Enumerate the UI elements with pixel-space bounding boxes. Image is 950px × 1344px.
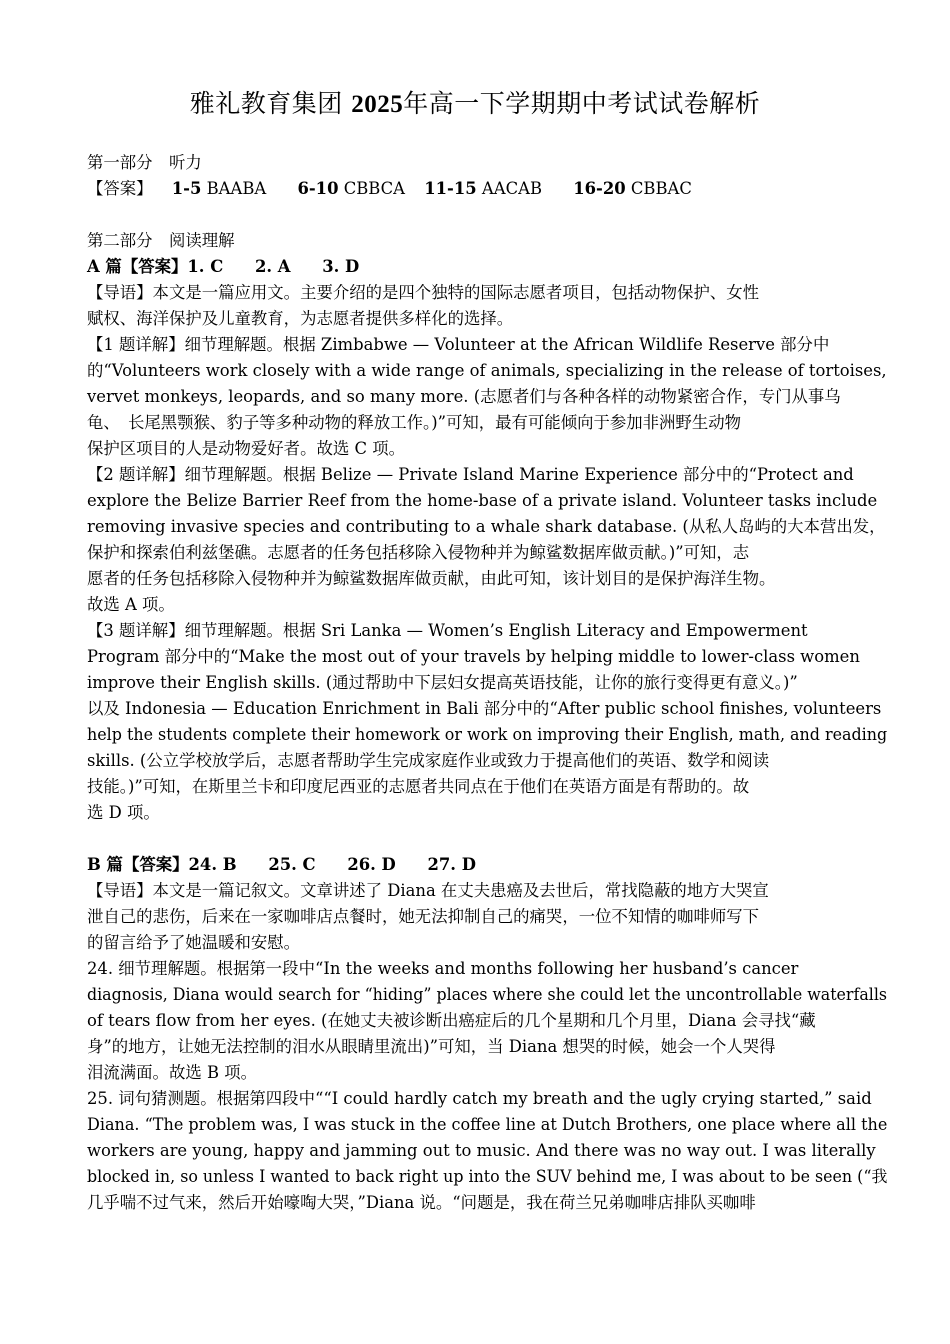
text-line: help the students complete their homework or work on improving their English, math, and reading [87, 725, 888, 744]
answer-label: 【答案】 [87, 179, 153, 198]
text-line: vervet monkeys, leopards, and so many more. (志愿者们与各种各样的动物紧密合作，专门从事乌 [87, 387, 841, 406]
title-suffix: 年高一下学期期中考试试卷解析 [403, 89, 761, 118]
text-line: diagnosis, Diana would search for “hiding” places where she could let the uncontrollable waterfalls [87, 985, 888, 1004]
text-line: Program 部分中的“Make the most out of your travels by helping middle to lower-class women [87, 647, 860, 666]
text-line: explore the Belize Barrier Reef from the home-base of a private island. Volunteer tasks include [87, 491, 878, 510]
answer-range: 16-20 [573, 179, 626, 198]
text-line: 泄自己的悲伤，后来在一家咖啡店点餐时，她无法抑制自己的痛哭，一位不知情的咖啡师写下 [87, 907, 760, 926]
text-line: 的“Volunteers work closely with a wide range of animals, specializing in the release of tortoises, [87, 361, 887, 380]
answer-values: AACAB [481, 179, 542, 198]
text-line: 24. 细节理解题。根据第一段中“In the weeks and months following her husband’s cancer [87, 959, 799, 978]
passage-a-answer-1: A 篇【答案】1. C [87, 257, 224, 276]
text-line: 【3 题详解】细节理解题。根据 Sri Lanka — Women’s English Literacy and Empowerment [87, 621, 808, 640]
text-line: 以及 Indonesia — Education Enrichment in Bali 部分中的“After public school finishes, volunteers [87, 699, 882, 718]
text-line: skills. (公立学校放学后，志愿者帮助学生完成家庭作业或致力于提高他们的英语、数学和阅读 [87, 751, 770, 770]
passage-b-answer-25: 25. C [268, 855, 316, 874]
passage-b-answer-line [87, 852, 887, 878]
document-body [87, 150, 887, 1216]
text-line: 龟、 长尾黑颚猴、豹子等多种动物的释放工作。)”可知，最有可能倾向于参加非洲野生动物 [87, 413, 741, 432]
passage-a-answer-line [87, 254, 887, 280]
answer-values: CBBCA [343, 179, 406, 198]
title-year: 2025 [351, 91, 404, 118]
section-heading-reading: 第二部分 阅读理解 [87, 231, 235, 250]
text-line: 选 D 项。 [87, 803, 160, 822]
text-line: removing invasive species and contributing to a whale shark database. (从私人岛屿的大本营出发， [87, 517, 886, 536]
passage-a-answer-3: 3. D [322, 257, 360, 276]
page-title [0, 84, 950, 120]
text-line: of tears flow from her eyes. (在她丈夫被诊断出癌症后的几个星期和几个月里，Diana 会寻找“藏 [87, 1011, 816, 1030]
text-line: 保护区项目的人是动物爱好者。故选 C 项。 [87, 439, 405, 458]
text-line: 【2 题详解】细节理解题。根据 Belize — Private Island Marine Experience 部分中的“Protect and [87, 465, 854, 484]
answer-range: 1-5 [171, 179, 202, 198]
text-line: 【1 题详解】细节理解题。根据 Zimbabwe — Volunteer at the African Wildlife Reserve 部分中 [87, 335, 830, 354]
text-line: 几乎喘不过气来，然后开始嚎啕大哭，”Diana 说。“问题是，我在荷兰兄弟咖啡店排队买咖啡 [87, 1193, 756, 1212]
text-line: 身”的地方，让她无法控制的泪水从眼睛里流出)”可知，当 Diana 想哭的时候，她会一个人哭得 [87, 1037, 776, 1056]
answer-range: 6-10 [297, 179, 339, 198]
answer-values: CBBAC [630, 179, 692, 198]
title-prefix: 雅礼教育集团 [189, 89, 343, 118]
passage-b-answer-27: 27. D [427, 855, 476, 874]
passage-b-answer-26: 26. D [347, 855, 396, 874]
passage-b-answer-24: B 篇【答案】24. B [87, 855, 237, 874]
text-line: 【导语】本文是一篇记叙文。文章讲述了 Diana 在丈夫患癌及去世后，常找隐蔽的地方大哭宣 [87, 881, 769, 900]
text-line: blocked in, so unless I wanted to back right up into the SUV behind me, I was about to be seen (“我 [87, 1167, 888, 1186]
text-line: 赋权、海洋保护及儿童教育，为志愿者提供多样化的选择。 [87, 309, 514, 328]
text-line: 25. 词句猜测题。根据第四段中““I could hardly catch my breath and the ugly crying started,” said [87, 1089, 872, 1108]
text-line: 技能。)”可知，在斯里兰卡和印度尼西亚的志愿者共同点在于他们在英语方面是有帮助的。故 [87, 777, 750, 796]
passage-a-answer-2: 2. A [254, 257, 291, 276]
answer-range: 11-15 [424, 179, 477, 198]
text-line: 的留言给予了她温暖和安慰。 [87, 933, 301, 952]
text-line: 愿者的任务包括移除入侵物种并为鲸鲨数据库做贡献，由此可知，该计划目的是保护海洋生物。 [87, 569, 776, 588]
listening-answer-line [87, 176, 887, 202]
text-line: 故选 A 项。 [87, 595, 175, 614]
text-line: 泪流满面。故选 B 项。 [87, 1063, 257, 1082]
section-heading-listening: 第一部分 听力 [87, 153, 202, 172]
text-line: Diana. “The problem was, I was stuck in the coffee line at Dutch Brothers, one place where all the [87, 1115, 888, 1134]
text-line: improve their English skills. (通过帮助中下层妇女提高英语技能，让你的旅行变得更有意义。)” [87, 673, 798, 692]
text-line: 【导语】本文是一篇应用文。主要介绍的是四个独特的国际志愿者项目，包括动物保护、女性 [87, 283, 760, 302]
text-line: 保护和探索伯利兹堡礁。志愿者的任务包括移除入侵物种并为鲸鲨数据库做贡献。)”可知，志 [87, 543, 750, 562]
answer-values: BAABA [206, 179, 267, 198]
text-line: workers are young, happy and jamming out to music. And there was no way out. I was literally [87, 1141, 876, 1160]
